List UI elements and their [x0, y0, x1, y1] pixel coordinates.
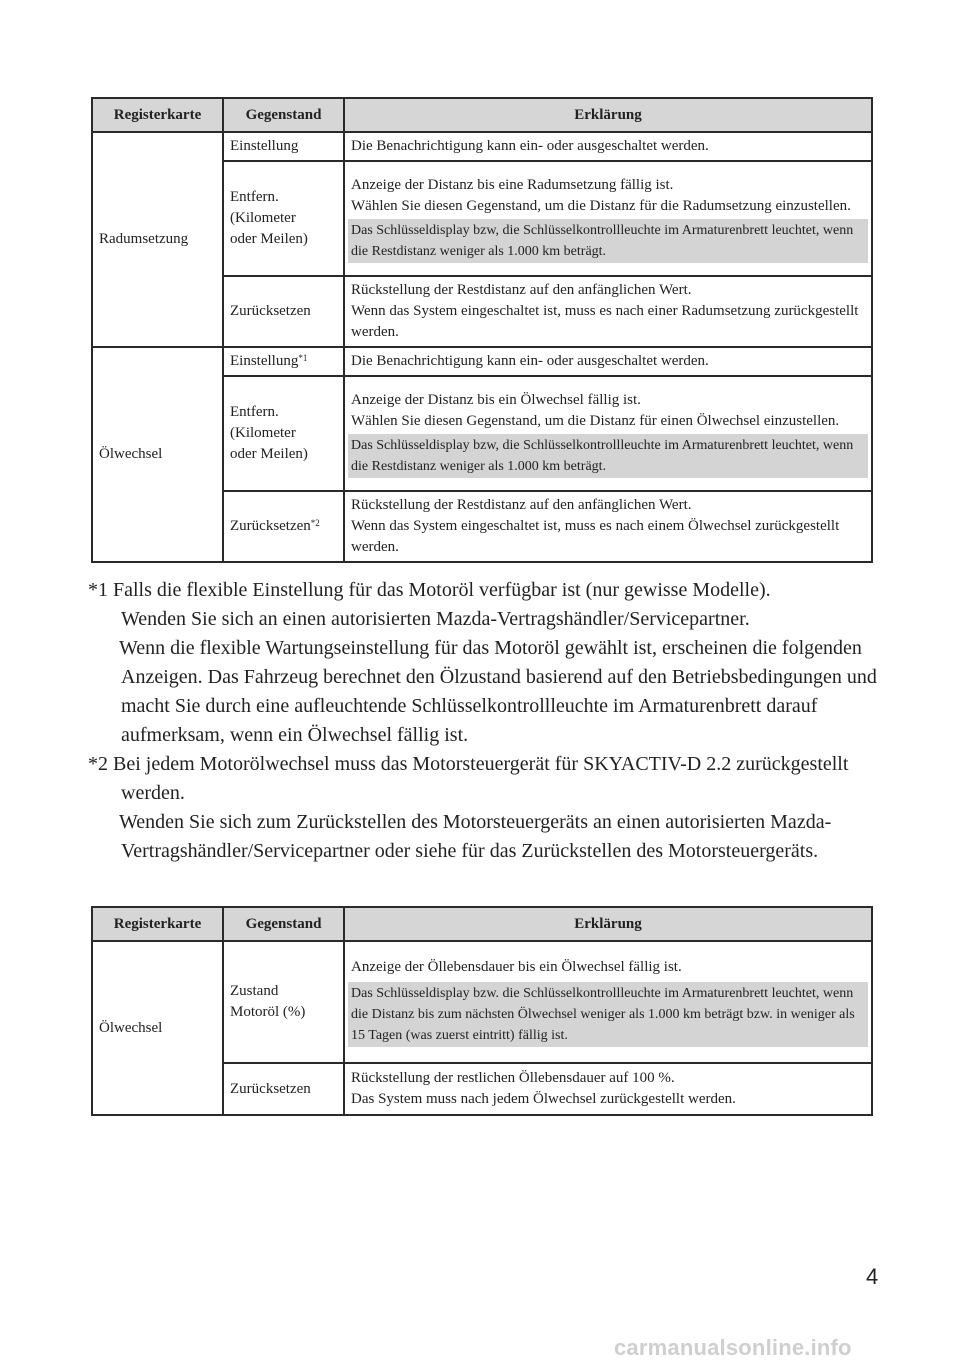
page-number: 4 — [866, 1264, 879, 1289]
explanation-cell — [344, 941, 872, 1063]
explanation-line: Rückstellung der restlichen Öllebensdauer auf 100 %. — [351, 1070, 675, 1086]
footnote-marker: *2 — [88, 753, 108, 775]
item-label: Entfern. (Kilometer oder Meilen) — [230, 189, 308, 247]
explanation-line: Das System muss nach jedem Ölwechsel zurückgestellt werden. — [351, 1091, 736, 1107]
explanation-line: Wählen Sie diesen Gegenstand, um die Distanz für einen Ölwechsel einzustellen. — [351, 412, 840, 429]
explanation-line: Rückstellung der Restdistanz auf den anfänglichen Wert. — [351, 497, 692, 513]
item-label: Zustand Motoröl (%) — [230, 983, 306, 1020]
explanation-line: Anzeige der Distanz bis eine Radumsetzung fällig ist. — [351, 176, 674, 193]
footnote-text: Bei jedem Motorölwechsel muss das Motorsteuergerät für SKYACTIV-D 2.2 zurückgestellt werden. — [113, 753, 849, 804]
item-cell — [223, 347, 344, 376]
explanation-line: Rückstellung der Restdistanz auf den anfänglichen Wert. — [351, 282, 692, 298]
footnote-2-para-2: Wenden Sie sich zum Zurückstellen des Motorsteuergeräts an einen autorisierten Mazda-Vertragshändler/Servicepartner oder siehe für das Zurückstellen des Motorsteuergeräts. — [119, 811, 832, 862]
item-cell — [223, 276, 344, 347]
header-erklaerung: Erklärung — [344, 907, 872, 941]
footnote-ref: *2 — [310, 518, 320, 528]
table-header-row — [92, 907, 872, 941]
table-row — [92, 347, 872, 376]
footnote-1-para-2: Wenn die flexible Wartungseinstellung für das Motoröl gewählt ist, erscheinen die folgenden Anzeigen. Das Fahrzeug berechnet den Ölzustand basierend auf den Betriebsbedingungen und macht Sie durch eine aufleuchtende Schlüsselkontrollleuchte im Armaturenbrett darauf aufmerksam, wenn ein Ölwechsel fällig ist. — [119, 637, 877, 746]
info-note: Das Schlüsseldisplay bzw. die Schlüsselkontrollleuchte im Armaturenbrett leuchtet, wenn die Distanz bis zum nächsten Ölwechsel weniger als 1.000 km beträgt bzw. in weniger als 15 Tagen (was zuerst eintritt) fällig ist. — [348, 982, 868, 1047]
explanation-cell — [344, 161, 872, 276]
footnote-ref: *1 — [298, 353, 308, 363]
header-erklaerung: Erklärung — [344, 98, 872, 132]
item-label: Einstellung — [230, 138, 299, 154]
tab-cell-oelwechsel: Ölwechsel — [92, 941, 223, 1115]
item-label: Zurücksetzen — [230, 518, 311, 534]
item-label: Entfern. (Kilometer oder Meilen) — [230, 404, 308, 462]
footnote-1-line-2: Wenden Sie sich an einen autorisierten Mazda-Vertragshändler/Servicepartner. — [121, 608, 750, 630]
explanation-line: Die Benachrichtigung kann ein- oder ausgeschaltet werden. — [351, 138, 709, 154]
settings-table-1 — [91, 97, 873, 563]
table-row — [92, 132, 872, 161]
explanation-line: Anzeige der Öllebensdauer bis ein Ölwechsel fällig ist. — [351, 959, 682, 975]
explanation-line: Anzeige der Distanz bis ein Ölwechsel fällig ist. — [351, 391, 641, 408]
tab-cell-oelwechsel: Ölwechsel — [92, 347, 223, 562]
info-note: Das Schlüsseldisplay bzw, die Schlüsselkontrollleuchte im Armaturenbrett leuchtet, wenn die Restdistanz weniger als 1.000 km beträgt. — [348, 219, 868, 263]
footnote-2-para-1 — [88, 750, 878, 808]
item-label: Zurücksetzen — [230, 1080, 311, 1097]
item-cell — [223, 132, 344, 161]
explanation-cell — [344, 376, 872, 491]
tab-cell-radumsetzung: Radumsetzung — [92, 132, 223, 347]
explanation-line: Wenn das System eingeschaltet ist, muss es nach einem Ölwechsel zurückgestellt werden. — [351, 518, 840, 555]
explanation-cell — [344, 1063, 872, 1115]
footnote-1-line-1 — [88, 576, 878, 605]
item-cell — [223, 941, 344, 1063]
footnote-text: Falls die flexible Einstellung für das Motoröl verfügbar ist (nur gewisse Modelle). — [113, 579, 771, 601]
footnotes — [88, 576, 878, 866]
item-label: Zurücksetzen — [230, 303, 311, 319]
header-gegenstand: Gegenstand — [223, 98, 344, 132]
item-cell — [223, 491, 344, 562]
explanation-line: Wenn das System eingeschaltet ist, muss es nach einer Radumsetzung zurückgestellt werden. — [351, 303, 859, 340]
item-cell — [223, 161, 344, 276]
explanation-cell — [344, 491, 872, 562]
item-cell — [223, 1063, 344, 1115]
table-row — [92, 941, 872, 1063]
header-registerkarte: Registerkarte — [92, 907, 223, 941]
footnote-marker: *1 — [88, 579, 108, 601]
watermark: carmanualsonline.info — [614, 1335, 852, 1360]
explanation-cell — [344, 132, 872, 161]
explanation-line: Die Benachrichtigung kann ein- oder ausgeschaltet werden. — [351, 353, 709, 369]
explanation-cell — [344, 276, 872, 347]
info-note: Das Schlüsseldisplay bzw, die Schlüsselkontrollleuchte im Armaturenbrett leuchtet, wenn die Restdistanz weniger als 1.000 km beträgt. — [348, 434, 868, 478]
explanation-line: Wählen Sie diesen Gegenstand, um die Distanz für die Radumsetzung einzustellen. — [351, 197, 851, 214]
header-gegenstand: Gegenstand — [223, 907, 344, 941]
header-registerkarte: Registerkarte — [92, 98, 223, 132]
item-cell — [223, 376, 344, 491]
explanation-cell — [344, 347, 872, 376]
settings-table-2 — [91, 906, 873, 1116]
table-header-row — [92, 98, 872, 132]
item-label: Einstellung — [230, 353, 299, 369]
